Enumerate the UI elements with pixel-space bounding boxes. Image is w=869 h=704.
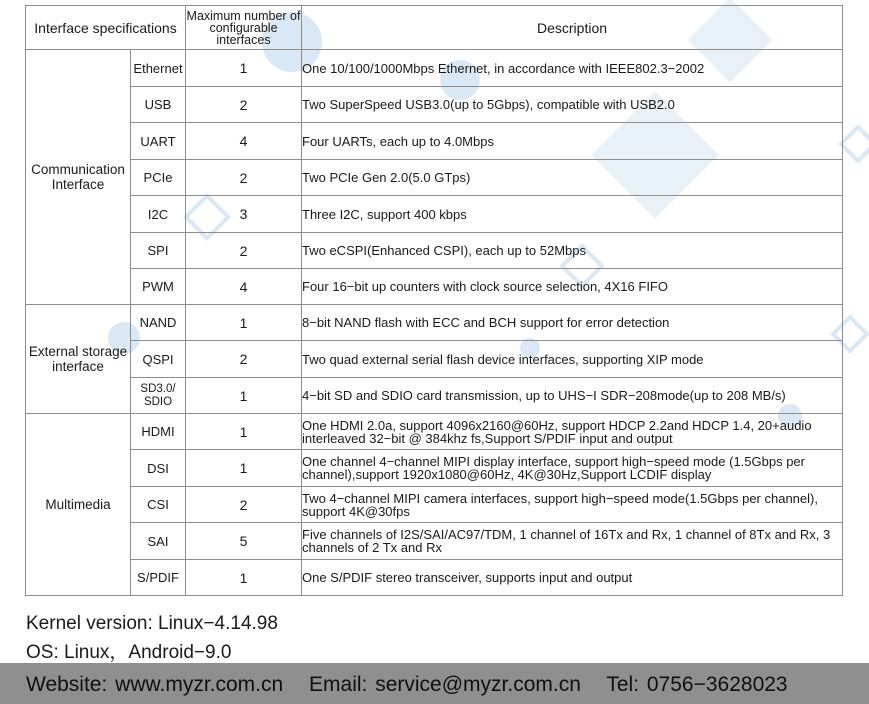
category-external-storage: External storage interface [26,305,131,414]
table-row [26,87,843,123]
interface-name: I2C [131,196,186,233]
interface-description: 8−bit NAND flash with ECC and BCH support for error detection [302,305,843,341]
interface-description: One HDMI 2.0a, support 4096x2160@60Hz, support HDCP 2.2and HDCP 1.4, 20+audio interleaved 32−bit @ 384khz fs,Support S/PDIF input and output [302,414,843,450]
interface-name: S/PDIF [131,560,186,596]
interface-description: Two SuperSpeed USB3.0(up to 5Gbps), compatible with USB2.0 [302,87,843,123]
interface-name: HDMI [131,414,186,450]
kernel-version: Kernel version: Linux−4.14.98 [26,613,278,634]
contact-bar [0,663,869,704]
table-row [26,160,843,196]
interface-count: 4 [186,269,302,305]
interface-description: One S/PDIF stereo transceiver, supports input and output [302,560,843,596]
interface-name: CSI [131,487,186,523]
table-row [26,378,843,414]
interface-count: 4 [186,123,302,160]
interface-count: 1 [186,450,302,487]
category-communication: Communication Interface [26,50,131,305]
interface-count: 2 [186,160,302,196]
contact-info [26,673,806,697]
interface-description: Two quad external serial flash device interfaces, supporting XIP mode [302,341,843,378]
interface-description: Two 4−channel MIPI camera interfaces, support high−speed mode(1.5Gbps per channel), support 4K@30fps [302,487,843,523]
interface-count: 1 [186,50,302,87]
interface-description: Two eCSPI(Enhanced CSPI), each up to 52Mbps [302,233,843,269]
header-max-number: Maximum number of configurable interfaces [186,6,302,50]
interface-description: One channel 4−channel MIPI display interface, support high−speed mode (1.5Gbps per channel),support 1920x1080@60Hz, 4K@30Hz,Support LCDIF display [302,450,843,487]
table-row [26,560,843,596]
interface-count: 3 [186,196,302,233]
interface-name: SPI [131,233,186,269]
table-row [26,196,843,233]
interface-name: SD3.0/ SDIO [131,378,186,414]
interface-description: One 10/100/1000Mbps Ethernet, in accordance with IEEE802.3−2002 [302,50,843,87]
table-row [26,50,843,87]
table-row [26,523,843,560]
header-description: Description [302,6,843,50]
interface-count: 2 [186,487,302,523]
interface-name: PCIe [131,160,186,196]
table-row [26,450,843,487]
table-row [26,487,843,523]
spec-table [25,5,843,596]
interface-count: 1 [186,414,302,450]
interface-name: UART [131,123,186,160]
table-row [26,233,843,269]
interface-count: 2 [186,87,302,123]
os-version: OS: Linux，Android−9.0 [26,642,232,663]
table-header-row [26,6,843,50]
interface-name: NAND [131,305,186,341]
interface-description: Four 16−bit up counters with clock source selection, 4X16 FIFO [302,269,843,305]
interface-name: PWM [131,269,186,305]
email-text: Email: service@myzr.com.cn [309,673,581,696]
interface-name: SAI [131,523,186,560]
interface-name: QSPI [131,341,186,378]
tel-text: Tel: 0756−3628023 [606,673,788,696]
table-row [26,414,843,450]
interface-count: 2 [186,233,302,269]
table-row [26,269,843,305]
interface-count: 1 [186,560,302,596]
table-row [26,305,843,341]
interface-count: 1 [186,378,302,414]
category-multimedia: Multimedia [26,414,131,596]
interface-name: DSI [131,450,186,487]
interface-description: Four UARTs, each up to 4.0Mbps [302,123,843,160]
interface-description: 4−bit SD and SDIO card transmission, up to UHS−I SDR−208mode(up to 208 MB/s) [302,378,843,414]
interface-description: Two PCIe Gen 2.0(5.0 GTps) [302,160,843,196]
interface-name: Ethernet [131,50,186,87]
interface-description: Three I2C, support 400 kbps [302,196,843,233]
interface-description: Five channels of I2S/SAI/AC97/TDM, 1 channel of 16Tx and Rx, 1 channel of 8Tx and Rx, 3 channels of 2 Tx and Rx [302,523,843,560]
table-row [26,341,843,378]
interface-count: 1 [186,305,302,341]
website-text: Website: www.myzr.com.cn [26,673,284,696]
interface-count: 5 [186,523,302,560]
header-interface-spec: Interface specifications [26,6,186,50]
interface-count: 2 [186,341,302,378]
table-row [26,123,843,160]
interface-name: USB [131,87,186,123]
